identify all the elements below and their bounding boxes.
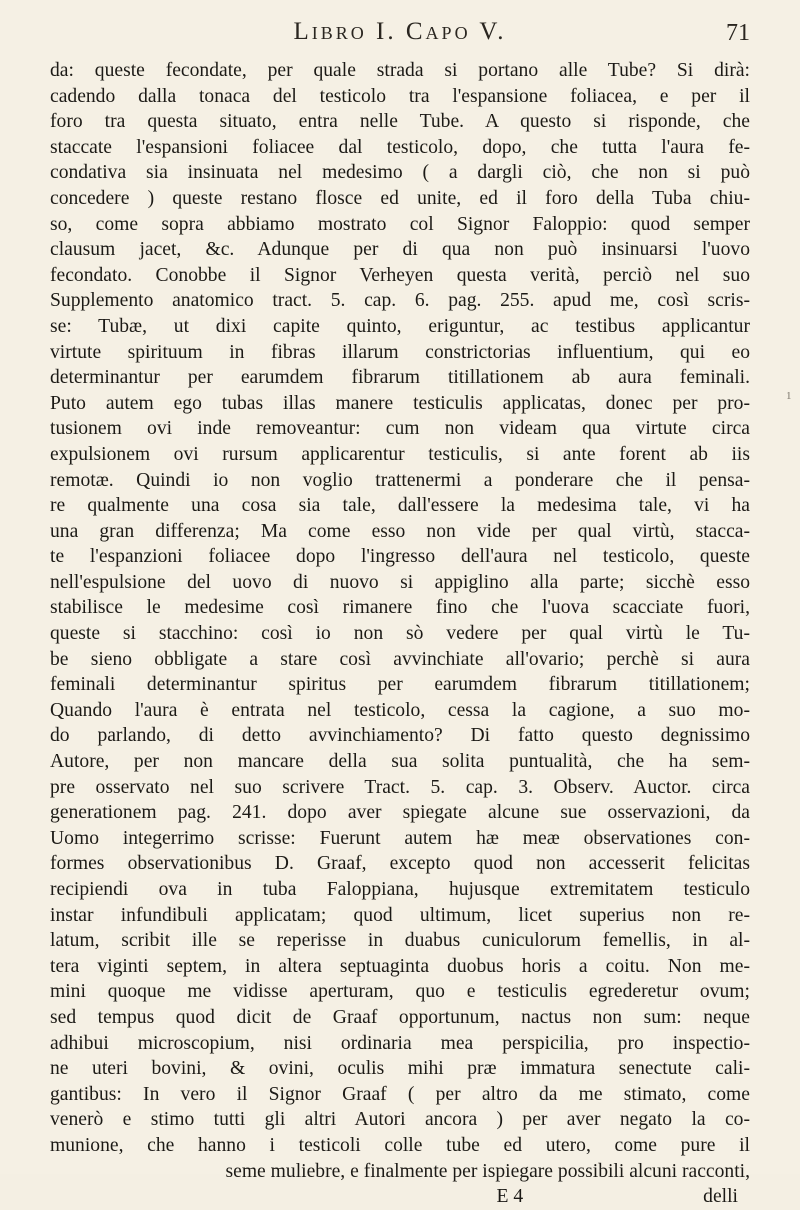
text-line: ne uteri bovini, & ovini, oculis mihi præ immatura senectute cali- bbox=[50, 1058, 750, 1080]
text-line: te l'espanzioni foliacee dopo l'ingresso dell'aura nel testicolo, queste bbox=[50, 546, 750, 568]
running-title: Libro I. Capo V. bbox=[293, 18, 507, 45]
text-line: fecondato. Conobbe il Signor Verheyen questa verità, perciò nel suo bbox=[50, 264, 750, 286]
text-line: tera viginti septem, in altera septuaginta duobus horis a coitu. Non me- bbox=[50, 955, 750, 977]
text-line: be sieno obbligate a stare così avvinchiate all'ovario; perchè si aura bbox=[50, 648, 750, 670]
text-line: remotæ. Quindi io non voglio trattenermi a ponderare che il pensa- bbox=[50, 469, 750, 491]
text-line: Quando l'aura è entrata nel testicolo, cessa la cagione, a suo mo- bbox=[50, 699, 750, 721]
text-line: tusionem ovi inde removeantur: cum non videam qua virtute circa bbox=[50, 418, 750, 440]
text-line: mini quoque me vidisse aperturam, quo e testiculis egrederetur ovum; bbox=[50, 981, 750, 1003]
page-number: 71 bbox=[726, 20, 750, 46]
text-line: Puto autem ego tubas illas manere testiculis applicatas, donec per pro- bbox=[50, 392, 750, 414]
text-line: determinantur per earumdem fibrarum titillationem ab aura feminali. bbox=[50, 367, 750, 389]
text-line: so, come sopra abbiamo mostrato col Signor Faloppio: quod semper bbox=[50, 213, 750, 235]
text-line: latum, scribit ille se reperisse in duabus cuniculorum femellis, in al- bbox=[50, 930, 750, 952]
text-line: sed tempus quod dicit de Graaf opportunum, nactus non sum: neque bbox=[50, 1006, 750, 1028]
text-line: generationem pag. 241. dopo aver spiegate alcune sue osservazioni, da bbox=[50, 802, 750, 824]
signature-mark: E 4 bbox=[496, 1186, 524, 1208]
text-line: staccate l'espansioni foliacee dal testicolo, dopo, che tutta l'aura fe- bbox=[50, 136, 750, 158]
text-line: condativa sia insinuata nel medesimo ( a dargli ciò, che non si può bbox=[50, 162, 750, 184]
text-line: pre osservato nel suo scrivere Tract. 5. cap. 3. Observ. Auctor. circa bbox=[50, 776, 750, 798]
signature-line bbox=[50, 1184, 750, 1210]
text-line: seme muliebre, e finalmente per ispiegare possibili alcuni racconti, bbox=[225, 1160, 750, 1182]
text-line: virtute spirituum in fibras illarum constrictorias influentium, qui eo bbox=[50, 341, 750, 363]
text-line: se: Tubæ, ut dixi capite quinto, eriguntur, ac testibus applicantur bbox=[50, 315, 750, 337]
text-line: nell'espulsione del uovo di nuovo si appiglino alla parte; sicchè esso bbox=[50, 571, 750, 593]
text-line: Supplemento anatomico tract. 5. cap. 6. pag. 255. apud me, così scris- bbox=[50, 290, 750, 312]
text-line: concedere ) queste restano flosce ed unite, ed il foro della Tuba chiu- bbox=[50, 187, 750, 209]
margin-mark: 1 bbox=[786, 390, 792, 402]
text-line: gantibus: In vero il Signor Graaf ( per altro da me stimato, come bbox=[50, 1083, 750, 1105]
text-line: re qualmente una cosa sia tale, dall'essere la medesima tale, vi ha bbox=[50, 495, 750, 517]
text-line: da: queste fecondate, per quale strada si portano alle Tube? Si dirà: bbox=[50, 60, 750, 81]
text-line: feminali determinantur spiritus per earumdem fibrarum titillationem; bbox=[50, 674, 750, 696]
text-line: instar infundibuli applicatam; quod ultimum, licet superius non re- bbox=[50, 904, 750, 926]
text-line: Uomo integerrimo scrisse: Fuerunt autem hæ meæ observationes con- bbox=[50, 827, 750, 849]
text-line: queste si stacchino: così io non sò vedere per qual virtù le Tu- bbox=[50, 623, 750, 645]
text-line: clausum jacet, &c. Adunque per di qua non può insinuarsi l'uovo bbox=[50, 239, 750, 261]
page-header bbox=[50, 18, 750, 52]
text-line: foro tra questa situato, entra nelle Tube. A questo si risponde, che bbox=[50, 111, 750, 133]
text-line: do parlando, di detto avvinchiamento? Di fatto questo degnissimo bbox=[50, 725, 750, 747]
text-line: adhibui microscopium, nisi ordinaria mea perspicilia, pro inspectio- bbox=[50, 1032, 750, 1054]
text-line: recipiendi ova in tuba Faloppiana, hujusque extremitatem testiculo bbox=[50, 879, 750, 900]
catchword: delli bbox=[703, 1186, 738, 1208]
text-line: cadendo dalla tonaca del testicolo tra l'espansione foliacea, e per il bbox=[50, 85, 750, 107]
body-text bbox=[50, 58, 750, 1210]
text-line: formes observationibus D. Graaf, excepto quod non accesserit felicitas bbox=[50, 853, 750, 875]
text-line: expulsionem ovi rursum applicarentur testiculis, si ante forent ab iis bbox=[50, 443, 750, 465]
text-line: venerò e stimo tutti gli altri Autori ancora ) per aver negato la co- bbox=[50, 1109, 750, 1131]
text-line: munione, che hanno i testicoli colle tube ed utero, come pure il bbox=[50, 1134, 750, 1156]
text-line: una gran differenza; Ma come esso non vide per qual virtù, stacca- bbox=[50, 520, 750, 542]
text-line: stabilisce le medesime così rimanere fino che l'uova scacciate fuori, bbox=[50, 597, 750, 619]
text-line: Autore, per non mancare della sua solita puntualità, che ha sem- bbox=[50, 751, 750, 773]
